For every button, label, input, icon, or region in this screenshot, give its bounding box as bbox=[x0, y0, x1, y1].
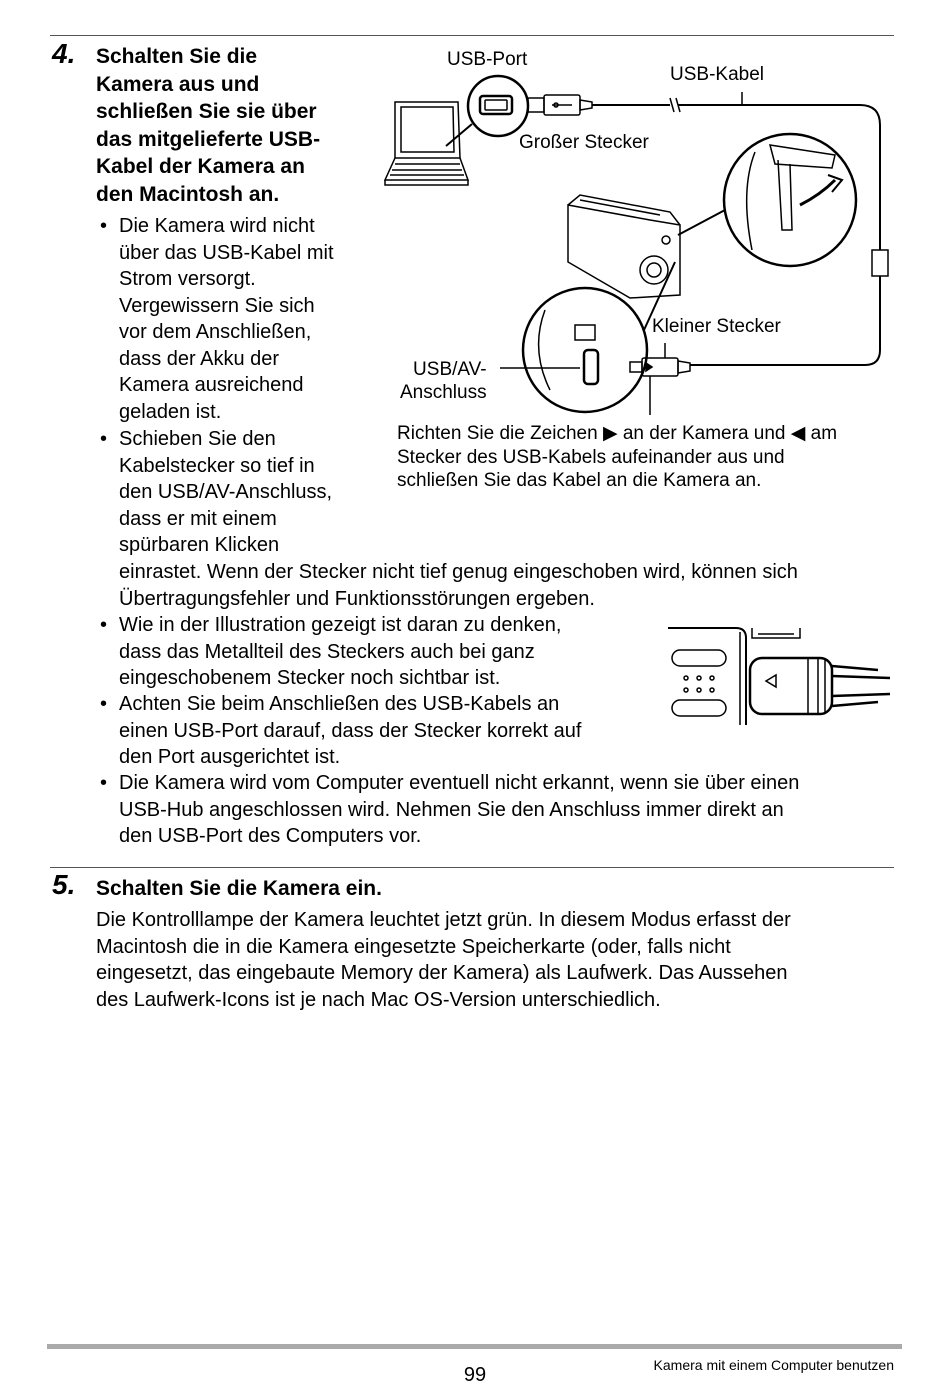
step-5-body: Die Kontrolllampe der Kamera leuchtet jetzt grün. In diesem Modus erfasst der Macintosh die in die Kamera eingesetzte Speicherkarte (oder, falls nicht eingesetzt, das eingebaute Memory der Kamera) als Laufwerk. Das Aussehen des Laufwerk-Icons ist je nach Mac OS-Version unterschiedlich. bbox=[96, 909, 791, 1011]
large-plug-icon bbox=[528, 95, 592, 115]
bullet-kabelstecker-continued: einrastet. Wenn der Stecker nicht tief genug eingeschoben wird, können sich Übertragungsfehler und Funktionsstörungen ergeben. bbox=[119, 561, 798, 610]
bullet-usb-port: • Achten Sie beim Anschließen des USB-Kabels an einen USB-Port darauf, dass der Stecker korrekt auf den Port ausgerichtet ist. bbox=[100, 693, 582, 768]
laptop-icon bbox=[385, 102, 468, 185]
diagram-caption: Richten Sie die Zeichen ▶ an der Kamera und ◀ am Stecker des USB-Kabels aufeinander aus und schließen Sie das Kabel an die Kamera an. bbox=[397, 423, 838, 491]
bullet-metallteil: • Wie in der Illustration gezeigt ist daran zu denken, dass das Metallteil des Steckers auch bei ganz eingeschobenem Stecker noch sichtbar ist. bbox=[100, 614, 562, 689]
bullet-akku: • Die Kamera wird nicht über das USB-Kabel mit Strom versorgt. Vergewissern Sie sich vor dem Anschließen, dass der Akku der Kamera ausreichend geladen ist. bbox=[100, 215, 334, 423]
section-rule bbox=[50, 867, 894, 868]
top-rule bbox=[50, 35, 894, 36]
bullet-usb-hub: • Die Kamera wird vom Computer eventuell nicht erkannt, wenn sie über einen USB-Hub angeschlossen wird. Nehmen Sie den Anschluss immer direkt an den USB-Port des Computers vor. bbox=[100, 772, 800, 847]
label-usb-port: USB-Port bbox=[447, 49, 528, 70]
step-5-heading: Schalten Sie die Kamera ein. bbox=[96, 877, 382, 900]
step-4-number: 4. bbox=[52, 38, 76, 69]
label-grosser-stecker: Großer Stecker bbox=[519, 132, 649, 153]
footer-bar bbox=[47, 1344, 902, 1349]
plug-detail-illustration bbox=[668, 620, 898, 730]
label-usb-kabel: USB-Kabel bbox=[670, 64, 764, 85]
step-5-number: 5. bbox=[52, 869, 76, 900]
bullet-kabelstecker: • Schieben Sie den Kabelstecker so tief in den USB/AV-Anschluss, dass er mit einem spürbaren Klicken bbox=[100, 428, 333, 556]
page-number: 99 bbox=[463, 1364, 487, 1386]
footer-section-title: Kamera mit einem Computer benutzen bbox=[653, 1357, 894, 1373]
step-4-heading: Schalten Sie die Kamera aus und schließen Sie sie über das mitgelieferte USB- Kabel der Kamera an den Macintosh an. bbox=[96, 45, 321, 206]
camera-icon bbox=[568, 195, 680, 298]
label-kleiner-stecker: Kleiner Stecker bbox=[652, 316, 781, 337]
port-cover-magnifier bbox=[678, 134, 856, 266]
label-usb-av-anschluss: USB/AV- Anschluss bbox=[400, 359, 487, 403]
